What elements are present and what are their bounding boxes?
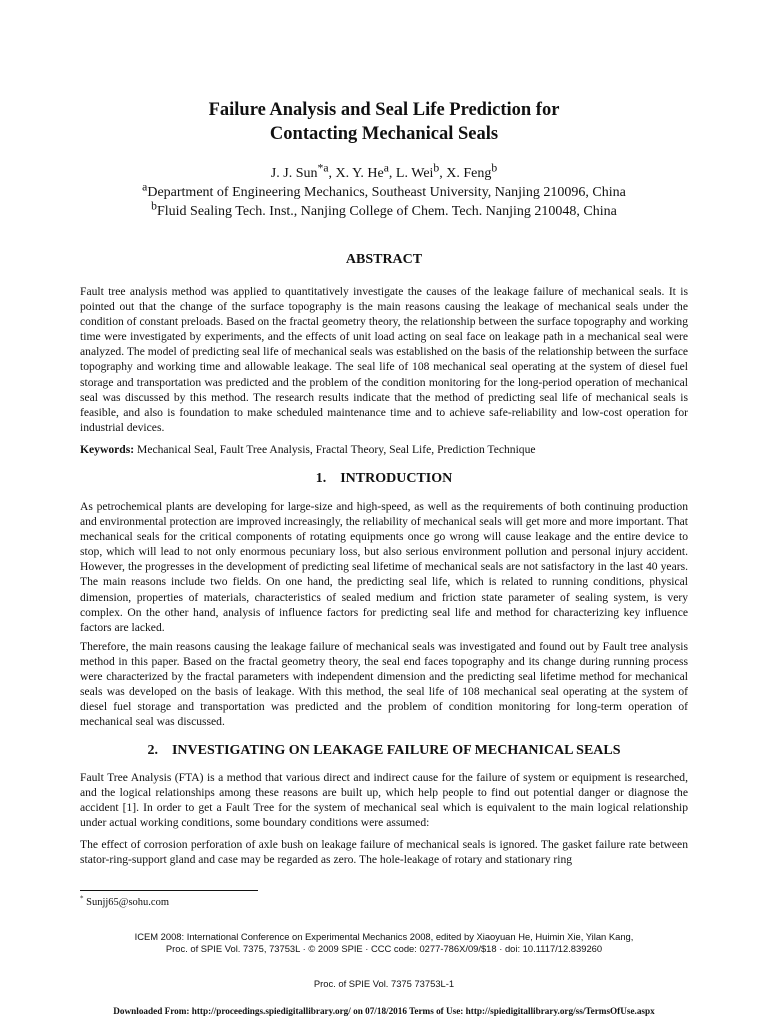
author-superscript: b bbox=[491, 161, 498, 175]
affiliation-a bbox=[60, 180, 708, 202]
abstract-heading: ABSTRACT bbox=[345, 252, 423, 267]
page-number: Proc. of SPIE Vol. 7375 73753L-1 bbox=[313, 978, 455, 989]
conference-line-2: Proc. of SPIE Vol. 7375, 73753L · © 2009 SPIE · CCC code: 0277-786X/09/$18 · doi: 10.1117/12.839260 bbox=[165, 942, 603, 954]
author-separator: , bbox=[328, 166, 336, 181]
title-line-2: Contacting Mechanical Seals bbox=[269, 124, 499, 144]
abstract-text: Fault tree analysis method was applied to quantitatively investigate the causes of the leakage failure of mechanical seals. It is pointed out that the change of the surface topography is the main reasons causing the leakage of mechanical seals under the condition of constant preloads. Based on the fractal geometry theory, the relationship between the surface topography and working time were investigated by experiments, and the effects of unit load acting on seal face on leakage path in a mechanical seal were analyzed. The model of predicting seal life of mechanical seals was established on the basis of the relationship between the surface topography and working time and allowable leakage. The seal life of 108 mechanical seal operating at the system of diesel fuel storage and transportation was predicted and the problem of the condition monitoring for the long-period operation of mechanical seal was discussed by this method. The research results indicate that the method of predicting seal life of mechanical seals is feasible, and also is foundation to make scheduled maintenance time and to achieve safe-reliability and low-cost operation for industrial devices. bbox=[80, 285, 688, 434]
footnote bbox=[80, 896, 169, 910]
author-list bbox=[60, 161, 708, 183]
section-2-heading: 2. INVESTIGATING ON LEAKAGE FAILURE OF MECHANICAL SEALS bbox=[147, 743, 621, 758]
author-name: J. J. Sun bbox=[270, 166, 318, 181]
author-separator: , bbox=[439, 166, 447, 181]
author-superscript: *a bbox=[317, 161, 329, 175]
footnote-email: Sunjj65@sohu.com bbox=[83, 897, 170, 908]
author-superscript: a bbox=[383, 161, 389, 175]
author-name: X. Y. He bbox=[335, 166, 384, 181]
keywords-line bbox=[80, 442, 688, 457]
footnote-marker: * bbox=[80, 894, 84, 903]
affiliation-text: Department of Engineering Mechanics, Southeast University, Nanjing 210096, China bbox=[147, 185, 626, 200]
paper-title bbox=[60, 98, 708, 146]
download-notice: Downloaded From: http://proceedings.spiedigitallibrary.org/ on 07/18/2016 Terms of Use: http://spiedigitallibrary.org/ss/TermsOfUse.aspx bbox=[113, 1006, 655, 1016]
conference-citation bbox=[60, 931, 708, 954]
author-name: X. Feng bbox=[446, 166, 492, 181]
affiliation-text: Fluid Sealing Tech. Inst., Nanjing College of Chem. Tech. Nanjing 210048, China bbox=[156, 204, 617, 219]
section-1-paragraph-1: As petrochemical plants are developing for large-size and high-speed, as well as the requirements of both continuing production and environmental protection are improved increasingly, the reliability of mechanical seals will get more and more important. That mechanical seals for the critical components of rotating equipments once go wrong will cause leakage and the entire device to stop, which will lead to not only enormous pecuniary loss, but also serious environment pollution and personal injury accident. However, the progresses in the development of predicting seal lifetime of mechanical seals are not satisfactory in the last 40 years. The main reasons include two fields. On one hand, the predicting seal life, which is related to running conditions, physical dimension, properties of materials, characteristics of sealed medium and friction state parameter of sealing system, is very complex. On the other hand, analysis of influence factors for predicting seal life and method for characterizing key influence factors are lacked. bbox=[80, 500, 688, 634]
section-2-paragraph-2: The effect of corrosion perforation of axle bush on leakage failure of mechanical seals is ignored. The gasket failure rate between stator-ring-support gland and case may be regarded as zero. The hole-leakage of rotary and stationary ring bbox=[80, 838, 688, 867]
conference-line-1: ICEM 2008: International Conference on Experimental Mechanics 2008, edited by Xiaoyuan He, Huimin Xie, Yilan Kang, bbox=[134, 931, 634, 942]
title-line-1: Failure Analysis and Seal Life Prediction for bbox=[208, 100, 560, 120]
author-name: L. Wei bbox=[395, 166, 434, 181]
section-1-heading: 1. INTRODUCTION bbox=[315, 471, 453, 486]
author-separator: , bbox=[388, 166, 396, 181]
section-2-paragraph-1: Fault Tree Analysis (FTA) is a method that various direct and indirect cause for the failure of system or equipment is researched, and the logical relationships among these reasons are built up, which help people to find out potential danger or diagnose the accident [1]. In order to get a Fault Tree for the system of mechanical seal which is equivalent to the main logical relationship under actual working conditions, some boundary conditions were assumed: bbox=[80, 771, 688, 830]
affiliation-b bbox=[60, 199, 708, 221]
author-block bbox=[60, 161, 708, 221]
keywords-text: Mechanical Seal, Fault Tree Analysis, Fractal Theory, Seal Life, Prediction Technique bbox=[134, 443, 536, 456]
author-superscript: b bbox=[433, 161, 440, 175]
affiliation-superscript: b bbox=[151, 199, 157, 213]
affiliation-superscript: a bbox=[142, 180, 148, 194]
footnote-divider bbox=[80, 890, 258, 891]
keywords-label: Keywords: bbox=[80, 443, 135, 456]
section-1-paragraph-2: Therefore, the main reasons causing the leakage failure of mechanical seals was investigated and found out by Fault tree analysis method in this paper. Based on the fractal geometry theory, the seal end faces topography and its change during running process were characterized by the fractal parameters with independent dimension and the predicting seal lifetime method for mechanical seals was developed on the basis of leakage. With this method, the seal life of 108 mechanical seal operating at the system of diesel fuel storage and transportation was predicted and the problem of condition monitoring for long-term operation of mechanical seal was discussed. bbox=[80, 640, 688, 729]
